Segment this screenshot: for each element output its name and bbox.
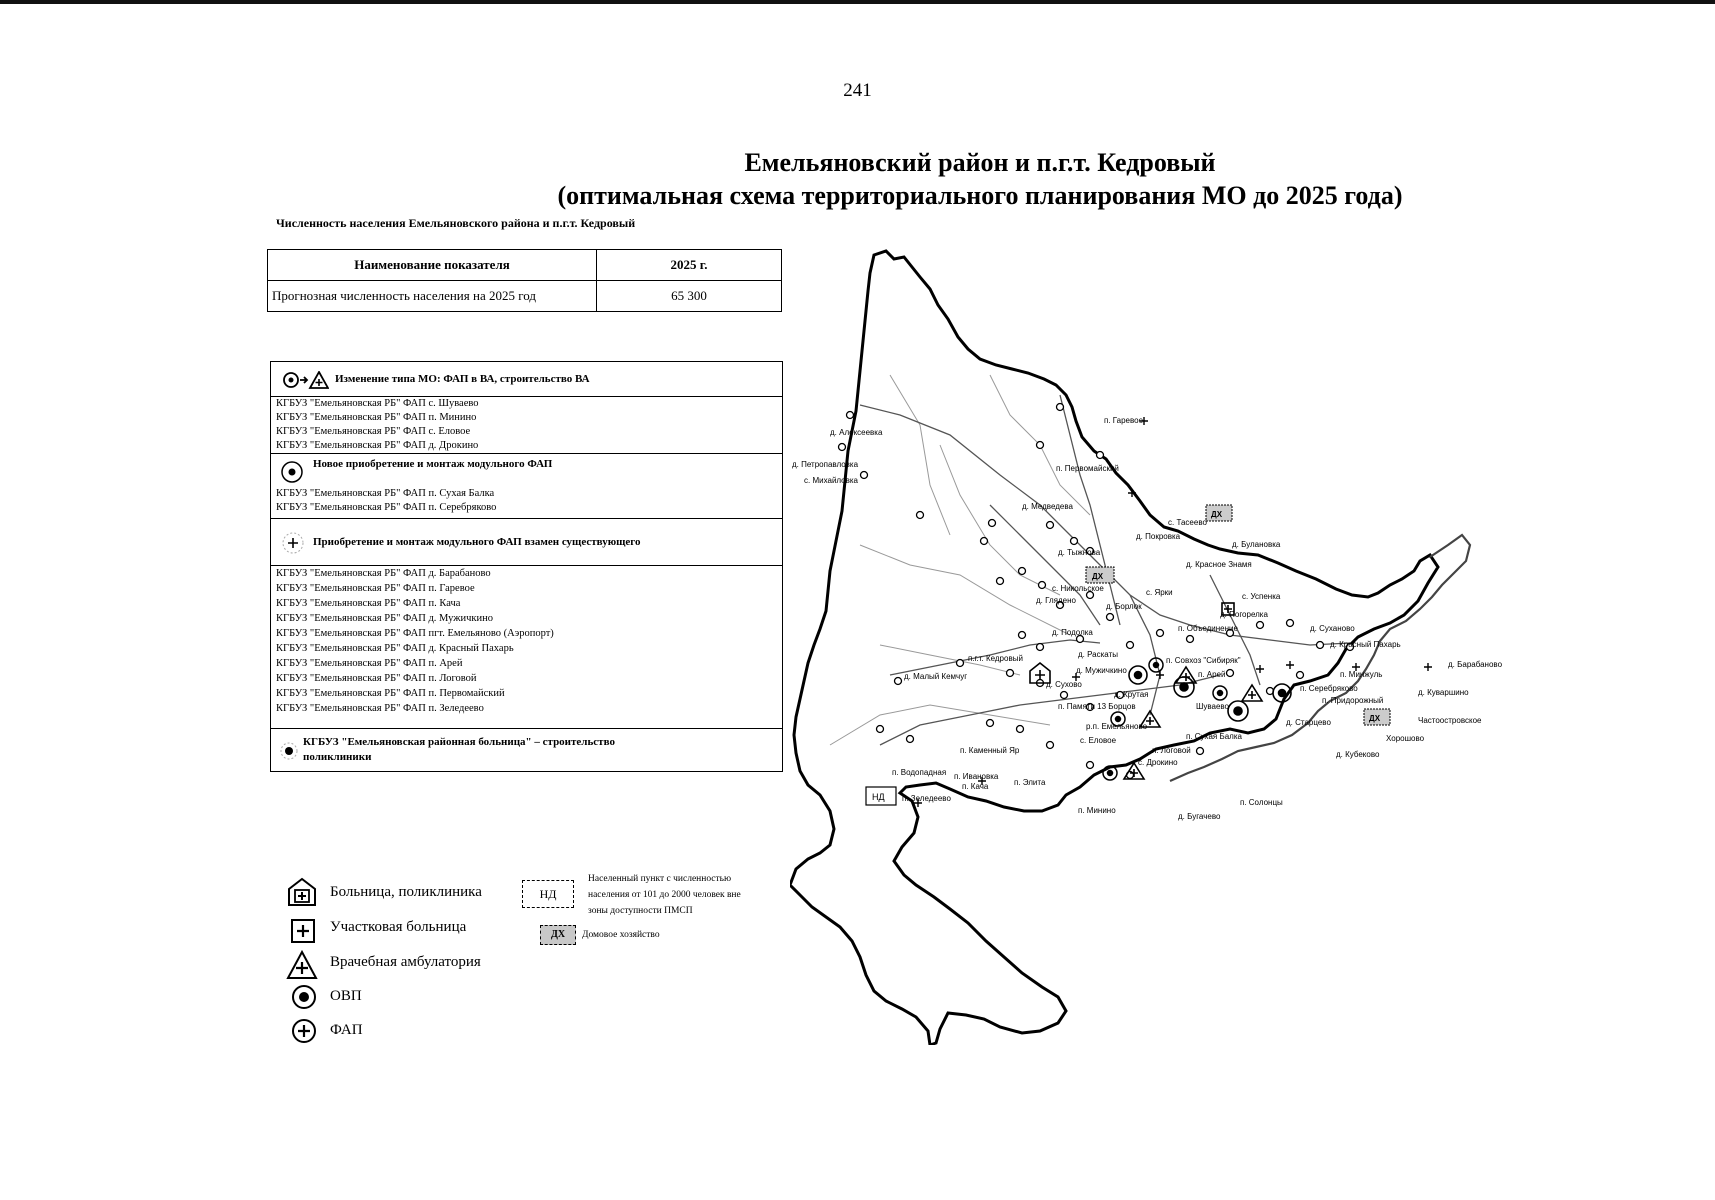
ovp-legend-icon	[290, 983, 318, 1011]
legend-list-item: КГБУЗ "Емельяновская РБ" ФАП д. Барабаново	[276, 568, 491, 579]
legend-list-item: КГБУЗ "Емельяновская РБ" ФАП п. Первомайский	[276, 688, 505, 699]
map-label: п. Арей	[1198, 670, 1226, 679]
polyclinic-icon	[279, 741, 299, 761]
map-label: д. Медведева	[1022, 502, 1073, 511]
map-label: п. Элита	[1014, 778, 1046, 787]
legend-section-polyclinic	[271, 729, 782, 771]
map-label: п. Водопадная	[892, 768, 947, 777]
map-label: д. Кубеково	[1336, 750, 1380, 759]
legend-district-hospital: Участковая больница	[330, 919, 467, 935]
road	[990, 505, 1100, 625]
map-label: д. Красный Пахарь	[1330, 640, 1401, 649]
map-label: п. Зеледеево	[902, 794, 951, 803]
legend-list-replacement	[271, 566, 782, 729]
legend-list-item: КГБУЗ "Емельяновская РБ" ФАП с. Шуваево	[276, 398, 479, 409]
river	[940, 445, 1060, 595]
legend-list-item: КГБУЗ "Емельяновская РБ" ФАП п. Зеледеево	[276, 703, 484, 714]
top-rule	[0, 0, 1715, 4]
road	[860, 405, 1350, 645]
map-label: п. Сухая Балка	[1186, 732, 1242, 741]
river	[830, 705, 1050, 745]
population-table	[267, 249, 782, 312]
map-label: п. Кача	[962, 782, 989, 791]
map-label: д. Суханово	[1310, 624, 1355, 633]
map-label: д. Раскаты	[1078, 650, 1118, 659]
legend-heading-5: КГБУЗ "Емельяновская районная больница" – строительство	[303, 736, 615, 748]
ovp-icon	[280, 460, 304, 484]
map-label: п. Серебряково	[1300, 684, 1358, 693]
map-label: ДХ	[1369, 714, 1381, 723]
map-label: с. Тасеево	[1168, 518, 1207, 527]
map-label: п. Ивановка	[954, 772, 999, 781]
legend-list-item: КГБУЗ "Емельяновская РБ" ФАП п. Логовой	[276, 673, 477, 684]
nd-symbol: НД	[522, 880, 574, 908]
map-label: д. Сухово	[1046, 680, 1082, 689]
map-label: п. Гаревое	[1104, 416, 1144, 425]
legend-list-item: КГБУЗ "Емельяновская РБ" ФАП п. Минино	[276, 412, 477, 423]
map-label: д. Алексеевка	[830, 428, 883, 437]
map-label: д. Крутая	[1114, 690, 1149, 699]
map-label: д. Куваршино	[1418, 688, 1469, 697]
table-cell: 65 300	[597, 281, 782, 312]
fap-replacement-icon	[281, 531, 305, 555]
legend-hospital: Больница, поликлиника	[330, 884, 482, 900]
map-label: п. Логовой	[1152, 746, 1191, 755]
map-label: Шуваево	[1196, 702, 1229, 711]
map-label: д. Булановка	[1232, 540, 1281, 549]
legend-list-item: КГБУЗ "Емельяновская РБ" ФАП д. Дрокино	[276, 440, 479, 451]
legend-list-item: КГБУЗ "Емельяновская РБ" ФАП п. Гаревое	[276, 583, 475, 594]
table-cell: Прогнозная численность населения на 2025 год	[268, 281, 597, 312]
map-label: п.г.т. Кедровый	[968, 654, 1023, 663]
table-header-cell: Наименование показателя	[268, 250, 597, 281]
district-hospital-icon	[289, 917, 317, 945]
map-label: д. Погорелка	[1220, 610, 1268, 619]
legend-section-replacement	[271, 519, 782, 566]
map-label: д. Красное Знамя	[1186, 560, 1252, 569]
legend-heading-3: Приобретение и монтаж модульного ФАП взамен существующего	[313, 536, 641, 548]
map-label: п. Объединение	[1178, 624, 1238, 633]
map-label: п. Первомайский	[1056, 464, 1119, 473]
legend-heading-1: Изменение типа МО: ФАП в ВА, строительство ВА	[335, 373, 590, 385]
map-label: д. Бугачево	[1178, 812, 1221, 821]
map-label: с. Успенка	[1242, 592, 1281, 601]
legend-section-heading	[271, 362, 782, 397]
population-caption: Численность населения Емельяновского района и п.г.т. Кедровый	[276, 216, 636, 230]
map-label: п. Каменный Яр	[960, 746, 1020, 755]
table-header-row	[268, 250, 782, 281]
map-label: с. Михайловка	[804, 476, 858, 485]
map-label: п. Памяти 13 Борцов	[1058, 702, 1136, 711]
legend-nd-text: Населенный пункт с численностью	[588, 874, 732, 884]
map-label: д. Петропавловка	[792, 460, 859, 469]
map-label: п. Минжуль	[1340, 670, 1383, 679]
map-label: Частоостровское	[1418, 716, 1482, 725]
map-label: д. Мужичкино	[1076, 666, 1127, 675]
district-map	[790, 245, 1510, 1045]
legend-list-item: КГБУЗ "Емельяновская РБ" ФАП п. Сухая Балка	[276, 488, 495, 499]
table-header-cell: 2025 г.	[597, 250, 782, 281]
map-label: д. Тыжнова	[1058, 548, 1101, 557]
legend-nd-text: зоны доступности ПМСП	[588, 906, 693, 916]
legend-list-item: КГБУЗ "Емельяновская РБ" ФАП п. Арей	[276, 658, 463, 669]
map-label: Хорошово	[1386, 734, 1425, 743]
page-subtitle: (оптимальная схема территориального планирования МО до 2025 года)	[557, 181, 1403, 210]
river	[860, 545, 1070, 635]
map-label: с. Еловое	[1080, 736, 1117, 745]
map-label: п. Солонцы	[1240, 798, 1283, 807]
legend-list-item: КГБУЗ "Емельяновская РБ" ФАП пгт. Емельяново (Аэропорт)	[276, 628, 554, 639]
map-label: д. Старцево	[1286, 718, 1331, 727]
page-number: 241	[843, 80, 872, 101]
map-label: п. Минино	[1078, 806, 1116, 815]
map-label: д. Глядено	[1036, 596, 1076, 605]
map-label: д. Покровка	[1136, 532, 1181, 541]
dx-symbol: ДХ	[540, 925, 576, 945]
map-label: с. Ярки	[1146, 588, 1173, 597]
map-label: ДХ	[1092, 572, 1104, 581]
map-label: с. Никольское	[1052, 584, 1104, 593]
map-label: д. Барабаново	[1448, 660, 1503, 669]
map-label: р.п. Емельяново	[1086, 722, 1148, 731]
legend-list	[271, 397, 782, 453]
ambulatory-icon	[286, 950, 318, 980]
facility-plan-legend	[270, 361, 783, 772]
legend-section-new-modular	[271, 453, 782, 519]
legend-heading-5b: поликлиники	[303, 751, 372, 763]
fap-to-ambulatory-icon	[283, 371, 329, 389]
legend-list-item: КГБУЗ "Емельяновская РБ" ФАП п. Кача	[276, 598, 461, 609]
legend-heading-2: Новое приобретение и монтаж модульного ФАП	[313, 458, 553, 470]
map-label: д. Малый Кемчуг	[904, 672, 968, 681]
legend-ambulatory: Врачебная амбулатория	[330, 954, 481, 970]
map-label: д. Подолка	[1052, 628, 1093, 637]
legend-ovp: ОВП	[330, 988, 362, 1004]
legend-list-item: КГБУЗ "Емельяновская РБ" ФАП д. Красный Пахарь	[276, 643, 514, 654]
map-label: п. Придорожный	[1322, 696, 1384, 705]
map-label: НД	[872, 792, 885, 802]
legend-nd-text: населения от 101 до 2000 человек вне	[588, 890, 741, 900]
map-label: ДХ	[1211, 510, 1223, 519]
legend-list-item: КГБУЗ "Емельяновская РБ" ФАП п. Серебряково	[276, 502, 497, 513]
legend-list-item: КГБУЗ "Емельяновская РБ" ФАП д. Мужичкино	[276, 613, 493, 624]
legend-dx-text: Домовое хозяйство	[582, 930, 660, 940]
table-row	[268, 281, 782, 312]
legend-list-item: КГБУЗ "Емельяновская РБ" ФАП с. Еловое	[276, 426, 471, 437]
map-label: с. Дрокино	[1138, 758, 1178, 767]
legend-fap: ФАП	[330, 1022, 363, 1038]
map-label: д. Борлок	[1106, 602, 1142, 611]
hospital-icon	[286, 876, 318, 908]
fap-legend-icon	[290, 1017, 318, 1045]
map-label: п. Совхоз "Сибиряк"	[1166, 656, 1241, 665]
page-title: Емельяновский район и п.г.т. Кедровый	[744, 148, 1216, 177]
